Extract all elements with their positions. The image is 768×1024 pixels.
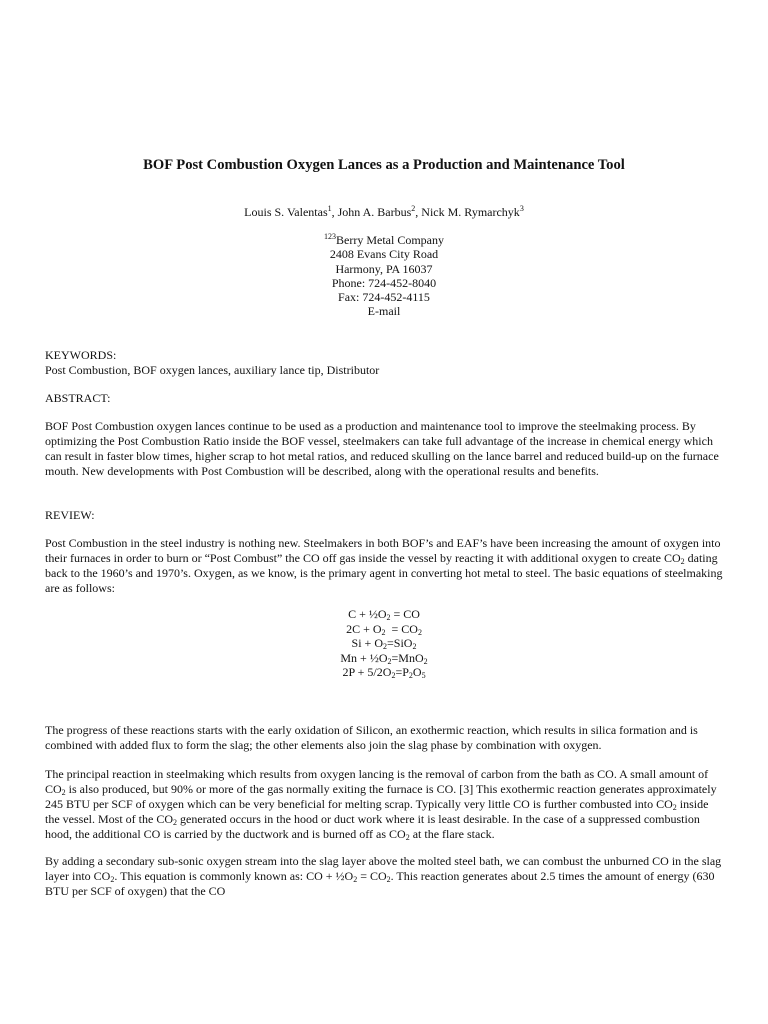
text-run: C + ½O bbox=[348, 607, 387, 621]
review-paragraph bbox=[45, 536, 725, 596]
affiliation-block bbox=[0, 233, 768, 319]
affiliation-email: E-mail bbox=[367, 304, 401, 319]
author-1-sup: 1 bbox=[327, 204, 332, 213]
affiliation-company: Berry Metal Company bbox=[336, 233, 444, 247]
equations-block bbox=[0, 607, 768, 680]
abstract-heading: ABSTRACT: bbox=[45, 391, 111, 405]
subscript: 2 bbox=[387, 656, 392, 666]
keywords-heading: KEYWORDS: bbox=[45, 348, 117, 362]
subscript: 2 bbox=[672, 803, 677, 812]
author-separator: , bbox=[415, 205, 422, 219]
equation-2 bbox=[0, 622, 768, 637]
author-2-sup: 2 bbox=[411, 204, 416, 213]
equation-1 bbox=[0, 607, 768, 622]
subscript: 2 bbox=[61, 788, 66, 797]
abstract-text: BOF Post Combustion oxygen lances continue to be used as a production and maintenance tool to improve the steelmaking process. By optimizing the Post Combustion Ratio inside the BOF vessel, steelmakers can take full advantage of the increase in chemical energy which can result in faster blow times, higher scrap to hot metal ratios, and reduced skulling on the lance barrel and reduced build-up on the furnace mouth. New developments with Post Combustion will be described, along with the operational results and benefits. bbox=[45, 419, 719, 478]
author-1-name: Louis S. Valentas bbox=[244, 205, 328, 219]
text-run: 2C + O bbox=[346, 621, 382, 636]
affiliation-fax: Fax: 724-452-4115 bbox=[338, 290, 430, 305]
review-subscript: 2 bbox=[680, 557, 685, 566]
text-run: =P bbox=[395, 665, 409, 679]
equation-4 bbox=[0, 651, 768, 666]
subscript: 2 bbox=[405, 833, 410, 842]
affiliation-company-line bbox=[0, 233, 768, 247]
subscript: 2 bbox=[423, 656, 428, 666]
affiliation-street: 2408 Evans City Road bbox=[329, 247, 439, 262]
subscript: 2 bbox=[353, 875, 358, 884]
paragraph-principal bbox=[45, 767, 725, 842]
affiliation-sup: 123 bbox=[324, 232, 336, 241]
subscript: 2 bbox=[381, 627, 386, 637]
review-text-b: dating back to the 1960’s and 1970’s. Oxygen, as we know, is the primary agent in converting hot metal to steel. The basic equations of steelmaking are as follows: bbox=[45, 551, 723, 595]
text-run: = CO bbox=[357, 869, 387, 883]
text-run: at the flare stack. bbox=[409, 827, 495, 841]
subscript: 2 bbox=[386, 875, 391, 884]
subscript: 2 bbox=[391, 671, 396, 680]
subscript: 5 bbox=[421, 671, 426, 680]
subscript: 2 bbox=[386, 613, 391, 622]
subscript: 2 bbox=[408, 671, 413, 680]
equation-5 bbox=[0, 665, 768, 680]
text-run: =MnO bbox=[391, 650, 424, 665]
text-run: 2P + 5/2O bbox=[342, 665, 392, 679]
paragraph-secondary bbox=[45, 854, 725, 899]
review-text-a: Post Combustion in the steel industry is nothing new. Steelmakers in both BOF’s and EAF’s have been increasing the amount of oxygen into their furnaces in order to burn or “Post Combust” the CO off gas inside the vessel by reacting it with additional oxygen to create CO bbox=[45, 536, 721, 565]
author-line bbox=[0, 205, 768, 220]
keywords-section bbox=[45, 348, 725, 378]
paragraph-progress: The progress of these reactions starts with the early oxidation of Silicon, an exothermic reaction, which results in silica formation and is combined with added flux to form the slag; the other elements also join the slag phase by combination with oxygen. bbox=[45, 723, 698, 752]
text-run: Si + O bbox=[351, 636, 383, 650]
subscript: 2 bbox=[417, 627, 422, 637]
affiliation-phone: Phone: 724-452-8040 bbox=[331, 275, 437, 290]
text-run: The principal reaction in steelmaking which results from oxygen lancing is the removal of carbon from the bath as CO. A small amount of CO bbox=[45, 767, 709, 796]
text-run: = CO bbox=[390, 607, 420, 621]
text-run: = CO bbox=[385, 621, 418, 636]
text-run: . This reaction generates about 2.5 times the amount of energy (630 BTU per SCF of oxygen) that the CO bbox=[45, 869, 715, 898]
text-run: is also produced, but 90% or more of the gas normally exiting the furnace is CO. [3] This exothermic reaction generates approximately 245 BTU per SCF of oxygen which can be very beneficial for melting scrap. Typically very little CO is further combusted into CO bbox=[45, 782, 717, 811]
review-heading: REVIEW: bbox=[45, 508, 95, 522]
text-run: Mn + ½O bbox=[340, 650, 388, 665]
paper-title: BOF Post Combustion Oxygen Lances as a Production and Maintenance Tool bbox=[143, 157, 625, 173]
author-3-sup: 3 bbox=[519, 204, 524, 213]
equation-3 bbox=[0, 636, 768, 651]
subscript: 2 bbox=[110, 875, 115, 884]
text-run: By adding a secondary sub-sonic oxygen stream into the slag layer above the molted steel bath, we can combust the unburned CO in the slag layer into CO bbox=[45, 854, 722, 883]
author-separator: , bbox=[331, 205, 338, 219]
text-run: O bbox=[412, 665, 422, 679]
subscript: 2 bbox=[173, 818, 177, 827]
text-run: . This equation is commonly known as: CO + ½O bbox=[114, 869, 354, 883]
author-3-name: Nick M. Rymarchyk bbox=[421, 205, 520, 219]
subscript: 2 bbox=[383, 642, 387, 651]
text-run: =SiO bbox=[387, 636, 413, 650]
keywords-text: Post Combustion, BOF oxygen lances, auxiliary lance tip, Distributor bbox=[45, 363, 380, 377]
affiliation-city: Harmony, PA 16037 bbox=[335, 261, 433, 276]
text-run: generated occurs in the hood or duct work where it is least desirable. In the case of a suppressed combustion hood, the additional CO is carried by the ductwork and is burned off as CO bbox=[45, 812, 700, 841]
author-2-name: John A. Barbus bbox=[337, 205, 412, 219]
text-run: inside the vessel. Most of the CO bbox=[45, 797, 709, 826]
subscript: 2 bbox=[412, 642, 417, 651]
